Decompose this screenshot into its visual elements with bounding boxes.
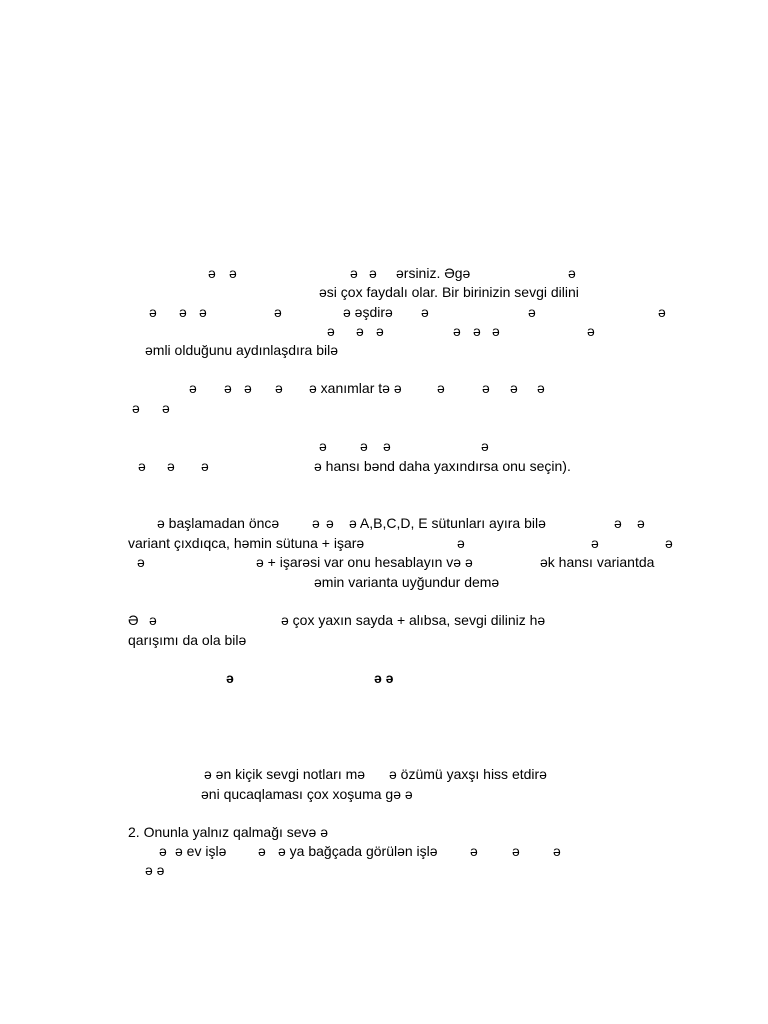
text-fragment: ə	[360, 438, 368, 454]
text-fragment: ə	[637, 515, 645, 531]
text-fragment: ə	[149, 612, 157, 628]
text-fragment: ə ən kiçik sevgi notları mə	[204, 766, 366, 782]
text-fragment: ə	[457, 535, 465, 551]
text-fragment: ə	[189, 380, 197, 396]
text-fragment: ə	[137, 554, 145, 570]
text-fragment: ə	[481, 438, 489, 454]
text-fragment: ərsiniz. Əgə	[396, 265, 471, 281]
text-fragment: ə	[167, 458, 175, 474]
text-fragment: ə	[537, 380, 545, 396]
text-fragment: ə	[327, 323, 335, 339]
text-fragment: ə	[162, 400, 170, 416]
text-fragment: ə ə	[145, 862, 165, 878]
text-fragment: ə	[199, 304, 207, 320]
text-fragment: ə	[208, 265, 216, 281]
text-fragment: Ə	[128, 612, 139, 628]
text-fragment: əsi çox faydalı olar. Bir birinizin sevgi dilini	[319, 284, 579, 300]
text-fragment: ə	[226, 670, 234, 686]
text-fragment: ə	[421, 304, 429, 320]
text-fragment: ə	[275, 380, 283, 396]
text-fragment: ək hansı variantda	[540, 554, 655, 570]
text-fragment: ə	[229, 265, 237, 281]
text-fragment: ə ya bağçada görülən işlə	[278, 843, 438, 859]
text-fragment: ə	[553, 843, 561, 859]
text-fragment: ə	[528, 304, 536, 320]
text-fragment: ə ə	[374, 670, 394, 686]
text-fragment: əni qucaqlaması çox xoşuma gə ə	[201, 786, 413, 802]
text-fragment: ə	[159, 843, 167, 859]
text-fragment: ə	[510, 380, 518, 396]
text-fragment: ə A,B,C,D, E sütunları ayıra bilə	[349, 515, 546, 531]
text-fragment: ə	[149, 304, 157, 320]
text-fragment: ə çox yaxın sayda + alıbsa, sevgi diliniz hə	[281, 612, 546, 628]
text-fragment: ə	[274, 304, 282, 320]
text-fragment: ə özümü yaxşı hiss etdirə	[389, 766, 547, 782]
text-fragment: ə	[470, 843, 478, 859]
text-fragment: əmli olduğunu aydınlaşdıra bilə	[145, 342, 339, 358]
text-fragment: ə	[383, 438, 391, 454]
text-fragment: ə	[437, 380, 445, 396]
text-fragment: ə	[258, 843, 266, 859]
text-fragment: ə	[312, 515, 320, 531]
text-fragment: variant çıxdıqca, həmin sütuna + işarə	[128, 535, 365, 551]
text-fragment: ə başlamadan öncə	[157, 515, 280, 531]
text-fragment: ə	[473, 323, 481, 339]
text-fragment: ə	[591, 535, 599, 551]
text-fragment: ə	[224, 380, 232, 396]
text-fragment: ə	[369, 265, 377, 281]
text-fragment: ə	[179, 304, 187, 320]
text-fragment: ə	[138, 458, 146, 474]
text-fragment: ə əşdirə	[343, 304, 393, 320]
text-fragment: ə	[568, 265, 576, 281]
text-fragment: ə	[658, 304, 666, 320]
text-fragment: ə hansı bənd daha yaxındırsa onu seçin).	[314, 458, 571, 474]
text-fragment: ə	[244, 380, 252, 396]
text-fragment: ə xanımlar tə ə	[309, 380, 402, 396]
text-fragment: ə	[512, 843, 520, 859]
text-fragment: ə	[482, 380, 490, 396]
text-fragment: ə	[614, 515, 622, 531]
text-fragment: ə	[665, 535, 673, 551]
text-fragment: ə ev işlə	[175, 843, 227, 859]
text-fragment: ə	[492, 323, 500, 339]
text-fragment: ə	[356, 323, 364, 339]
text-fragment: ə	[326, 515, 334, 531]
text-fragment: ə	[453, 323, 461, 339]
text-fragment: ə	[132, 400, 140, 416]
text-fragment: 2. Onunla yalnız qalmağı sevə ə	[128, 824, 329, 840]
text-fragment: ə	[319, 438, 327, 454]
text-fragment: əmin varianta uyğundur demə	[314, 574, 500, 590]
text-fragment: ə	[201, 458, 209, 474]
text-fragment: ə	[376, 323, 384, 339]
text-fragment: ə	[587, 323, 595, 339]
text-fragment: ə	[350, 265, 358, 281]
text-fragment: ə + işarəsi var onu hesablayın və ə	[256, 554, 473, 570]
text-fragment: qarışımı da ola bilə	[128, 632, 247, 648]
